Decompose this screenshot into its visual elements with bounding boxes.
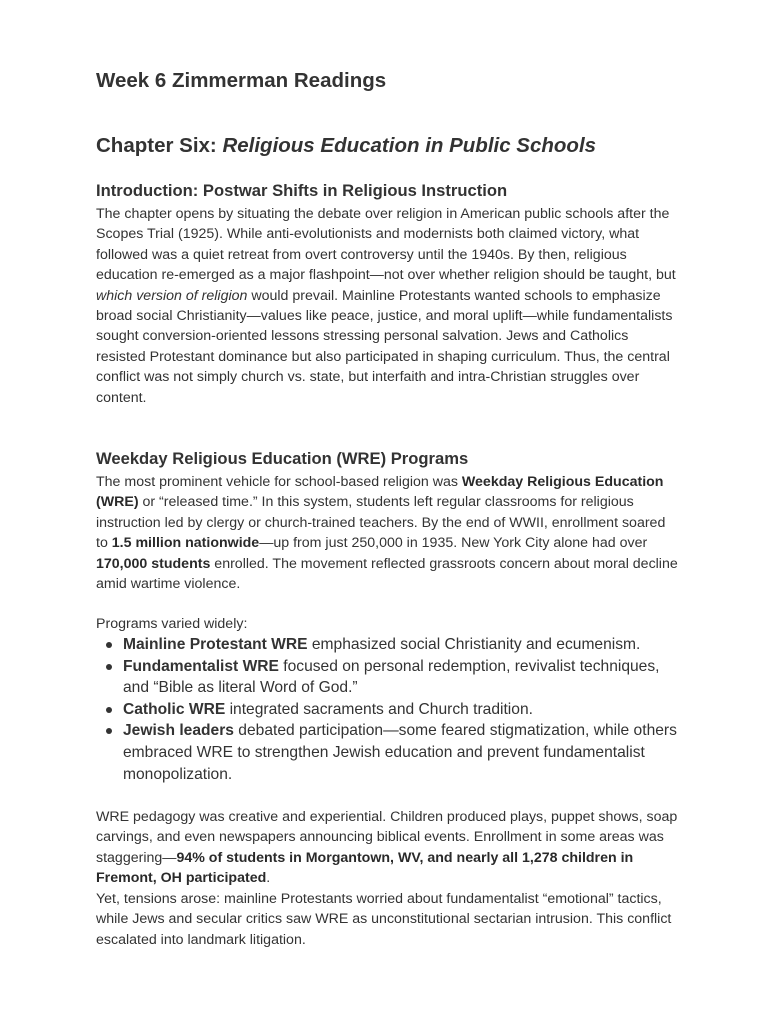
wre-text-3: —up from just 250,000 in 1935. New York City alone had over (259, 535, 648, 552)
list-item (96, 634, 678, 656)
wre-bold-1: Weekday Religious Education (WRE) (96, 474, 664, 511)
list-item-text: integrated sacraments and Church tradition. (225, 700, 533, 718)
chapter-prefix: Chapter Six: (96, 134, 223, 157)
list-item (96, 656, 678, 699)
program-list (96, 634, 678, 785)
section-heading-wre: Weekday Religious Education (WRE) Programs (96, 449, 469, 468)
wre-bold-3: 170,000 students (96, 555, 211, 572)
list-item-text: debated participation—some feared stigmatization, while others embraced WRE to strengthen Jewish education and prevent fundamentalist monopolization. (123, 722, 677, 783)
programs-varied-label: Programs varied widely: (96, 616, 248, 632)
list-item-text: focused on personal redemption, revivalist techniques, and “Bible as literal Word of God.” (123, 657, 660, 697)
list-item (96, 720, 678, 785)
wre-paragraph (96, 472, 678, 594)
bullet-icon (106, 642, 112, 648)
bullet-icon (106, 664, 112, 670)
list-item-bold: Mainline Protestant WRE (123, 636, 308, 653)
intro-italic-text: which version of religion (96, 287, 248, 304)
document-title: Week 6 Zimmerman Readings (96, 69, 387, 92)
list-item-text: emphasized social Christianity and ecumenism. (307, 636, 641, 653)
wre-text-1: The most prominent vehicle for school-based religion was (96, 474, 462, 490)
list-item-bold: Jewish leaders (123, 722, 234, 740)
pedagogy-paragraph (96, 807, 678, 889)
wre-bold-2: 1.5 million nationwide (111, 535, 260, 552)
chapter-italic-title: Religious Education in Public Schools (222, 134, 597, 157)
wre-text-4: enrolled. The movement reflected grassroots concern about moral decline amid wartime violence. (96, 555, 678, 593)
bullet-icon (106, 707, 112, 713)
pedagogy-text-2: . (266, 870, 271, 887)
section-heading-introduction: Introduction: Postwar Shifts in Religious Instruction (96, 181, 508, 200)
wre-text-2: or “released time.” In this system, students left regular classrooms for religious instruction led by clergy or church-trained teachers. By the end of WWII, enrollment soared to (96, 494, 666, 552)
pedagogy-bold: 94% of students in Morgantown, WV, and nearly all 1,278 children in Fremont, OH participated (96, 849, 634, 887)
list-item (96, 699, 678, 721)
chapter-title (96, 134, 596, 158)
list-item-bold: Fundamentalist WRE (123, 657, 279, 675)
list-item-bold: Catholic WRE (123, 700, 226, 718)
intro-text-2: would prevail. Mainline Protestants wanted schools to emphasize broad social Christianity—values like peace, justice, and moral uplift—while fundamentalists sought conversion-oriented lessons stressing personal salvation. Jews and Catholics resisted Protestant dominance but also participated in shaping curriculum. Thus, the central conflict was not simply church vs. state, but interfaith and intra-Christian struggles over content. (96, 287, 673, 406)
introduction-paragraph (96, 204, 678, 408)
intro-text-1: The chapter opens by situating the debate over religion in American public schools after the Scopes Trial (1925). While anti-evolutionists and modernists both claimed victory, what followed was a quiet retreat from overt controversy until the 1940s. By then, religious education re-emerged as a major flashpoint—not over whether religion should be taught, but (96, 206, 676, 284)
tensions-paragraph: Yet, tensions arose: mainline Protestants worried about fundamentalist “emotional” tactics, while Jews and secular critics saw WRE as unconstitutional sectarian intrusion. This conflict escalated into landmark litigation. (96, 891, 672, 948)
pedagogy-text-1: WRE pedagogy was creative and experiential. Children produced plays, puppet shows, soap carvings, and even newspapers announcing biblical events. Enrollment in some areas was staggering— (96, 809, 678, 866)
bullet-icon (106, 728, 112, 734)
